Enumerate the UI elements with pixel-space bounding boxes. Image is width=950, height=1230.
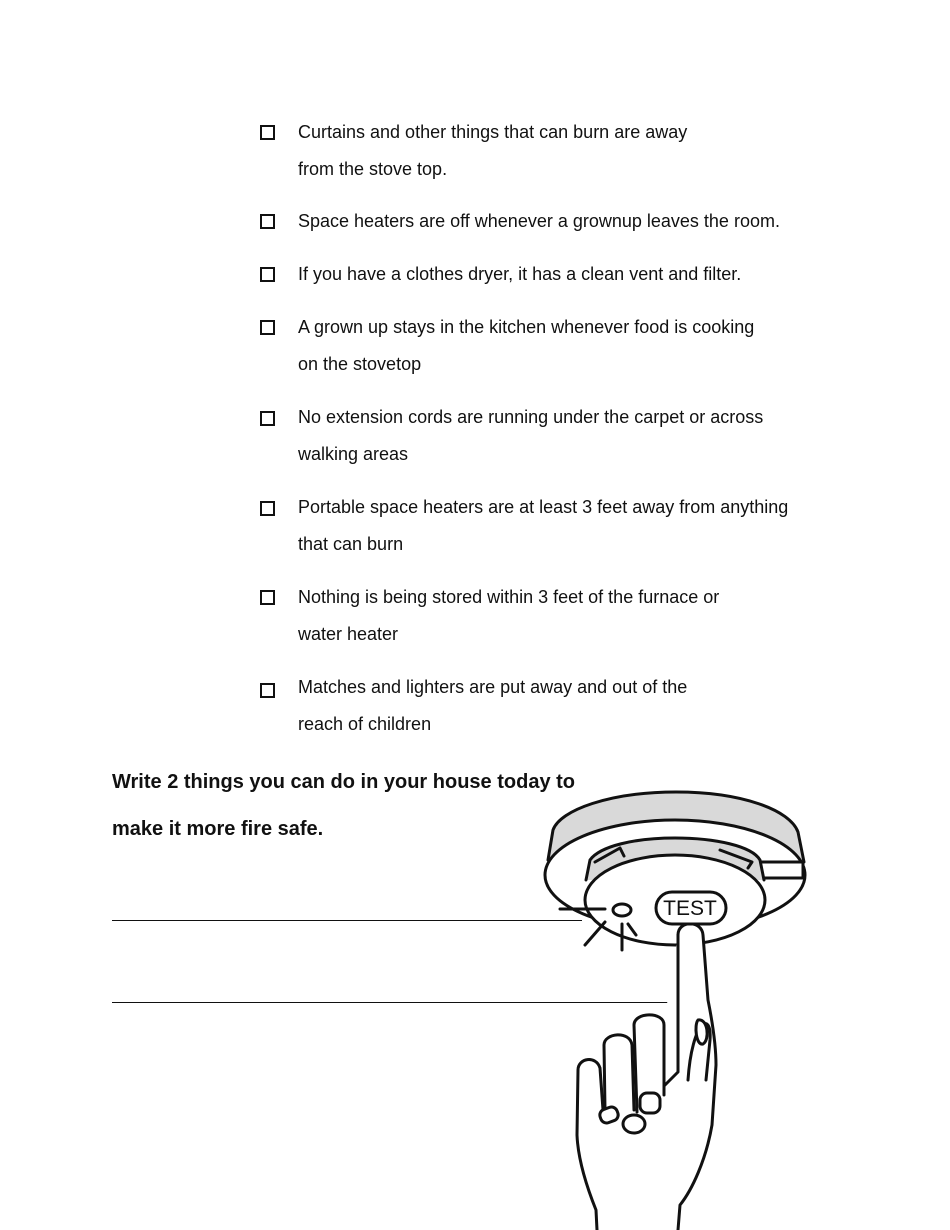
checkbox[interactable] [260, 267, 275, 282]
item-line1: If you have a clothes dryer, it has a clean vent and filter. [298, 264, 742, 284]
checkbox[interactable] [260, 320, 275, 335]
checklist-item-text [298, 256, 838, 293]
item-line1: Matches and lighters are put away and out of the [298, 677, 688, 697]
item-line2: that can burn [298, 534, 404, 554]
prompt-line1: Write 2 things you can do in your house today to [112, 771, 575, 793]
item-line2: from the stove top. [298, 159, 448, 179]
checkbox[interactable] [260, 125, 275, 140]
prompt-line2: make it more fire safe. [112, 818, 324, 840]
checklist-item-text [298, 203, 838, 240]
checklist-item-text [298, 579, 838, 653]
item-line1: No extension cords are running under the carpet or across [298, 407, 764, 427]
item-line2: water heater [298, 624, 399, 644]
checkbox[interactable] [260, 501, 275, 516]
item-line2: on the stovetop [298, 354, 422, 374]
checklist-item-text [298, 114, 838, 188]
checklist-item-text [298, 669, 838, 743]
checkbox[interactable] [260, 590, 275, 605]
checklist-item-text [298, 399, 838, 473]
item-line2: walking areas [298, 444, 409, 464]
item-line1: Nothing is being stored within 3 feet of the furnace or [298, 587, 720, 607]
checklist-item-text [298, 309, 838, 383]
checkbox[interactable] [260, 411, 275, 426]
checkbox[interactable] [260, 214, 275, 229]
checkbox[interactable] [260, 683, 275, 698]
answer-line-1[interactable] [112, 920, 582, 921]
test-button-label: TEST [663, 897, 717, 920]
item-line1: Portable space heaters are at least 3 feet away from anything [298, 497, 789, 517]
smoke-alarm-test-illustration [540, 780, 820, 1230]
checklist-item-text [298, 489, 838, 563]
item-line1: A grown up stays in the kitchen whenever food is cooking [298, 317, 755, 337]
hand-icon [577, 924, 716, 1230]
smoke-alarm-icon [545, 792, 805, 950]
item-line1: Curtains and other things that can burn are away [298, 122, 688, 142]
item-line1: Space heaters are off whenever a grownup leaves the room. [298, 211, 780, 231]
item-line2: reach of children [298, 714, 432, 734]
